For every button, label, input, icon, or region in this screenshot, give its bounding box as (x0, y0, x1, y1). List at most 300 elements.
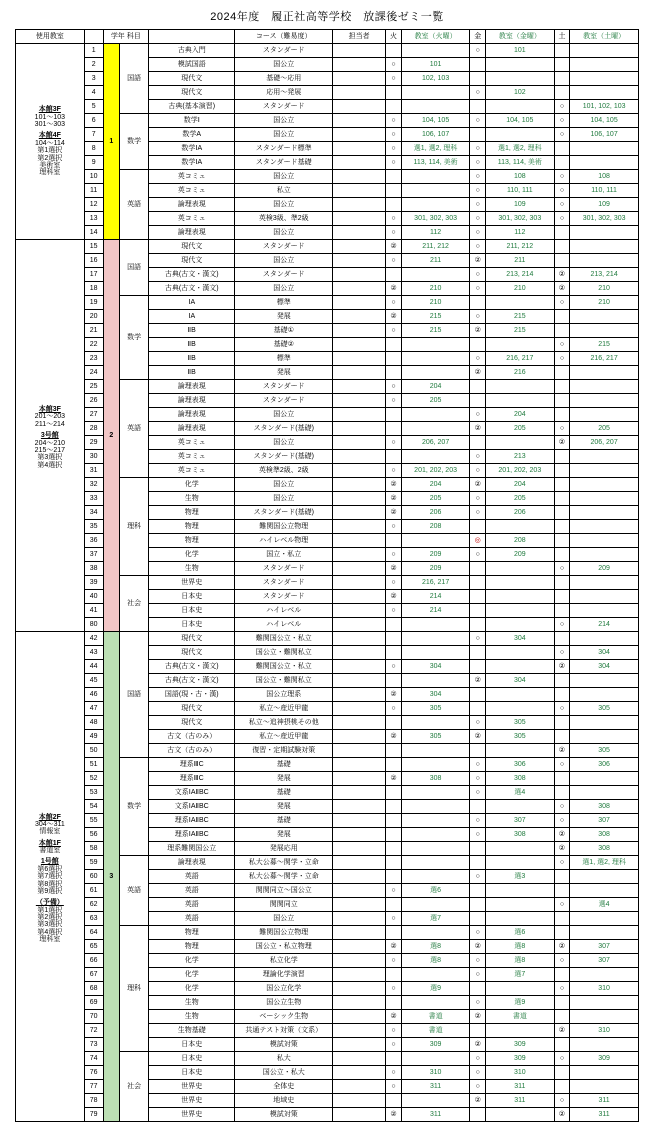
sat-mark (554, 996, 570, 1010)
course-name: 英語 (149, 912, 235, 926)
sat-mark: ② (554, 1024, 570, 1038)
sat-room (570, 450, 639, 464)
course-level: 標準 (235, 352, 333, 366)
teacher-cell (333, 422, 386, 436)
tue-room (401, 1094, 470, 1108)
fri-mark: ② (470, 254, 486, 268)
row-number: 73 (84, 1038, 103, 1052)
tue-mark (386, 856, 402, 870)
course-level: ハイレベル物理 (235, 534, 333, 548)
tue-mark (386, 968, 402, 982)
tue-room: 216, 217 (401, 576, 470, 590)
fri-mark: ○ (470, 772, 486, 786)
sat-room (570, 310, 639, 324)
sat-mark (554, 142, 570, 156)
fri-room: 304 (485, 674, 554, 688)
sat-room (570, 912, 639, 926)
sat-mark: ○ (554, 618, 570, 632)
sat-mark (554, 520, 570, 534)
sat-mark: ○ (554, 170, 570, 184)
row-number: 79 (84, 1108, 103, 1122)
fri-mark (470, 604, 486, 618)
fri-mark (470, 744, 486, 758)
row-number: 23 (84, 352, 103, 366)
sat-room (570, 996, 639, 1010)
course-level: 国公立 (235, 282, 333, 296)
fri-mark: ② (470, 674, 486, 688)
teacher-cell (333, 478, 386, 492)
tue-mark (386, 100, 402, 114)
sat-mark (554, 58, 570, 72)
row-number: 31 (84, 464, 103, 478)
course-name: 数学Ⅰ (149, 114, 235, 128)
fri-room: 215 (485, 310, 554, 324)
course-name: 英語 (149, 898, 235, 912)
tue-room (401, 268, 470, 282)
sat-mark (554, 310, 570, 324)
teacher-cell (333, 968, 386, 982)
course-name: 生物基礎 (149, 1024, 235, 1038)
name-header (149, 30, 235, 44)
course-level: 国公立・難関私立 (235, 646, 333, 660)
fri-room (485, 702, 554, 716)
course-name: ⅡB (149, 352, 235, 366)
row-number: 54 (84, 800, 103, 814)
sat-mark: ○ (554, 702, 570, 716)
tue-mark: ○ (386, 156, 402, 170)
teacher-cell (333, 814, 386, 828)
course-level: 国公立・難関私立 (235, 674, 333, 688)
tue-room: 112 (401, 226, 470, 240)
fri-mark (470, 646, 486, 660)
sat-room: 109 (570, 198, 639, 212)
tue-mark (386, 534, 402, 548)
teacher-cell (333, 828, 386, 842)
tue-room: 301, 302, 303 (401, 212, 470, 226)
row-number: 35 (84, 520, 103, 534)
teacher-cell (333, 114, 386, 128)
teacher-cell (333, 408, 386, 422)
course-name: 生物 (149, 562, 235, 576)
tue-mark: ○ (386, 324, 402, 338)
sat-mark (554, 240, 570, 254)
tue-mark: ② (386, 310, 402, 324)
sat-room (570, 72, 639, 86)
course-name: 論理表現 (149, 856, 235, 870)
teacher-cell (333, 394, 386, 408)
course-name: 化学 (149, 968, 235, 982)
fri-mark: ○ (470, 114, 486, 128)
sat-room (570, 380, 639, 394)
sat-room: 106, 107 (570, 128, 639, 142)
fri-room: 108 (485, 170, 554, 184)
page-title: 2024年度 履正社高等学校 放課後ゼミ一覧 (210, 11, 444, 23)
course-name: 文系ⅠAⅡBC (149, 786, 235, 800)
fri-room (485, 296, 554, 310)
teacher-cell (333, 758, 386, 772)
sat-room (570, 86, 639, 100)
tue-mark: ○ (386, 72, 402, 86)
sat-room: 206, 207 (570, 436, 639, 450)
teacher-cell (333, 716, 386, 730)
course-name: 理系ⅢC (149, 772, 235, 786)
course-level: 基礎 (235, 786, 333, 800)
course-level: 基礎～応用 (235, 72, 333, 86)
course-level: 基礎 (235, 814, 333, 828)
sat-room (570, 632, 639, 646)
sat-mark: ○ (554, 562, 570, 576)
row-number: 22 (84, 338, 103, 352)
fri-mark: ○ (470, 184, 486, 198)
sat-room (570, 1038, 639, 1052)
sat-room: 307 (570, 954, 639, 968)
fri-room: 310 (485, 1066, 554, 1080)
tue-mark: ○ (386, 912, 402, 926)
course-level: 国公立・私大 (235, 1066, 333, 1080)
tue-room: 選6 (401, 884, 470, 898)
teacher-cell (333, 184, 386, 198)
tue-mark (386, 814, 402, 828)
course-level: 復習・定期試験対策 (235, 744, 333, 758)
table-row (16, 632, 639, 646)
tue-room (401, 800, 470, 814)
row-number: 11 (84, 184, 103, 198)
fri-mark: ◎ (470, 534, 486, 548)
tue-mark: ○ (386, 954, 402, 968)
tue-room (401, 828, 470, 842)
course-name: 日本史 (149, 604, 235, 618)
tue-room (401, 352, 470, 366)
tue-room: 201, 202, 203 (401, 464, 470, 478)
fri-mark: ○ (470, 996, 486, 1010)
sat-room: 304 (570, 660, 639, 674)
course-name: 世界史 (149, 1108, 235, 1122)
teacher-cell (333, 1108, 386, 1122)
teacher-cell (333, 702, 386, 716)
fri-room (485, 646, 554, 660)
tue-mark (386, 870, 402, 884)
fri-mark (470, 296, 486, 310)
course-level: 発展 (235, 366, 333, 380)
fri-mark: ○ (470, 226, 486, 240)
teacher-cell (333, 996, 386, 1010)
fri-room: 選7 (485, 968, 554, 982)
sat-room: 選1, 選2, 理科 (570, 856, 639, 870)
sat-room: 308 (570, 842, 639, 856)
course-name: 理系ⅠAⅡBC (149, 814, 235, 828)
course-level: 難関国公立・私立 (235, 660, 333, 674)
grade-cell: 1 (103, 44, 120, 240)
teacher-cell (333, 912, 386, 926)
sat-mark (554, 478, 570, 492)
fri-room: 301, 302, 303 (485, 212, 554, 226)
course-level: 私大公募～関学・立命 (235, 870, 333, 884)
teacher-cell (333, 310, 386, 324)
tue-mark: ② (386, 940, 402, 954)
grade-header: 学年 科目 (103, 30, 148, 44)
fri-room: 216 (485, 366, 554, 380)
teacher-cell (333, 44, 386, 58)
teacher-cell (333, 1052, 386, 1066)
fri-mark (470, 380, 486, 394)
fri-room: 113, 114, 美術 (485, 156, 554, 170)
teacher-cell (333, 100, 386, 114)
sat-room: 215 (570, 338, 639, 352)
fri-room: 210 (485, 282, 554, 296)
sat-mark (554, 786, 570, 800)
tue-mark (386, 674, 402, 688)
teacher-cell (333, 1038, 386, 1052)
row-number: 67 (84, 968, 103, 982)
row-number: 50 (84, 744, 103, 758)
course-name: 化学 (149, 982, 235, 996)
course-name: 論理表現 (149, 408, 235, 422)
teacher-cell (333, 632, 386, 646)
sat-mark: ○ (554, 198, 570, 212)
tue-room: 311 (401, 1108, 470, 1122)
tue-room: 209 (401, 562, 470, 576)
table-header-row (16, 30, 639, 44)
sat-mark (554, 772, 570, 786)
fri-room: 104, 105 (485, 114, 554, 128)
tue-mark: ② (386, 1010, 402, 1024)
course-level: 私大公募～関学・立命 (235, 856, 333, 870)
fri-mark: ② (470, 730, 486, 744)
tue-mark: ○ (386, 1080, 402, 1094)
course-name: 英コミュ (149, 436, 235, 450)
fri-mark: ○ (470, 548, 486, 562)
sat-mark: ○ (554, 212, 570, 226)
fri-room: 110, 111 (485, 184, 554, 198)
row-number: 27 (84, 408, 103, 422)
fri-mark (470, 520, 486, 534)
fri-room: 309 (485, 1052, 554, 1066)
sat-mark (554, 730, 570, 744)
course-level: スタンダード (235, 44, 333, 58)
course-name: 化学 (149, 548, 235, 562)
course-level: 私立 (235, 184, 333, 198)
teacher-cell (333, 520, 386, 534)
tue-room: 書道 (401, 1024, 470, 1038)
sat-mark: ○ (554, 128, 570, 142)
row-number: 7 (84, 128, 103, 142)
tue-room: 210 (401, 282, 470, 296)
fri-room (485, 394, 554, 408)
course-level: 国公立 (235, 128, 333, 142)
course-level: 国公立 (235, 408, 333, 422)
teacher-cell (333, 772, 386, 786)
sat-mark (554, 380, 570, 394)
fri-room (485, 100, 554, 114)
tue-room: 選9 (401, 982, 470, 996)
tue-mark (386, 408, 402, 422)
fri-room (485, 436, 554, 450)
teacher-cell (333, 282, 386, 296)
fri-room (485, 380, 554, 394)
sat-mark: ○ (554, 352, 570, 366)
course-name: 生物 (149, 996, 235, 1010)
sat-mark (554, 156, 570, 170)
tue-mark: ○ (386, 464, 402, 478)
teacher-cell (333, 1010, 386, 1024)
sat-room: 216, 217 (570, 352, 639, 366)
course-name: 古典(基本演習) (149, 100, 235, 114)
tue-mark (386, 184, 402, 198)
fri-mark (470, 660, 486, 674)
course-level: 発展応用 (235, 842, 333, 856)
course-name: 物理 (149, 520, 235, 534)
teacher-cell (333, 492, 386, 506)
table-row (16, 44, 639, 58)
tue-mark: ○ (386, 702, 402, 716)
teacher-cell (333, 464, 386, 478)
course-level: スタンダード (235, 240, 333, 254)
course-name: 古文（古のみ） (149, 744, 235, 758)
tue-mark: ② (386, 282, 402, 296)
course-name: 古典入門 (149, 44, 235, 58)
fri-mark (470, 72, 486, 86)
course-name: 現代文 (149, 646, 235, 660)
fri-room: 216, 217 (485, 352, 554, 366)
course-level: スタンダード (235, 268, 333, 282)
tue-room (401, 170, 470, 184)
tue-room (401, 786, 470, 800)
sat-mark (554, 450, 570, 464)
fri-mark (470, 884, 486, 898)
sat-mark (554, 632, 570, 646)
tue-room (401, 968, 470, 982)
row-number: 40 (84, 590, 103, 604)
table-row (16, 240, 639, 254)
course-name: ⅠA (149, 310, 235, 324)
row-number: 19 (84, 296, 103, 310)
row-number: 2 (84, 58, 103, 72)
course-name: 化学 (149, 478, 235, 492)
teacher-cell (333, 324, 386, 338)
row-number: 3 (84, 72, 103, 86)
course-name: 英コミュ (149, 184, 235, 198)
row-number: 77 (84, 1080, 103, 1094)
row-number: 64 (84, 926, 103, 940)
sat-mark (554, 86, 570, 100)
tue-room (401, 450, 470, 464)
fri-mark (470, 912, 486, 926)
teacher-cell (333, 450, 386, 464)
tue-room (401, 86, 470, 100)
fri-mark (470, 856, 486, 870)
teacher-cell (333, 744, 386, 758)
sat-room (570, 324, 639, 338)
tue-room: 304 (401, 688, 470, 702)
sat-room: 311 (570, 1094, 639, 1108)
tue-room (401, 618, 470, 632)
course-level: 難関国公立物理 (235, 520, 333, 534)
sat-room: 306 (570, 758, 639, 772)
sat-mark (554, 1080, 570, 1094)
sat-room (570, 968, 639, 982)
teacher-cell (333, 590, 386, 604)
tue-room: 308 (401, 772, 470, 786)
course-name: 英コミュ (149, 212, 235, 226)
course-level: 模試対策 (235, 1038, 333, 1052)
course-name: 化学 (149, 954, 235, 968)
tue-room: 209 (401, 548, 470, 562)
sat-room (570, 44, 639, 58)
tue-room (401, 744, 470, 758)
tue-mark (386, 842, 402, 856)
sat-mark: ○ (554, 100, 570, 114)
subject-cell: 国語 (120, 632, 149, 758)
fri-room: 211 (485, 254, 554, 268)
course-level: 国公立 (235, 912, 333, 926)
row-number: 52 (84, 772, 103, 786)
course-level: 私立～産近甲龍 (235, 702, 333, 716)
fri-room-header: 教室（金曜） (485, 30, 554, 44)
tue-room: 106, 107 (401, 128, 470, 142)
fri-room: 206 (485, 506, 554, 520)
row-number: 26 (84, 394, 103, 408)
row-number: 10 (84, 170, 103, 184)
fri-room: 112 (485, 226, 554, 240)
tue-room (401, 814, 470, 828)
fri-mark: ○ (470, 170, 486, 184)
fri-room: 101 (485, 44, 554, 58)
tue-mark: ② (386, 730, 402, 744)
sat-mark: ○ (554, 856, 570, 870)
sat-room (570, 1080, 639, 1094)
sat-mark (554, 464, 570, 478)
sat-mark: ② (554, 1108, 570, 1122)
row-number: 63 (84, 912, 103, 926)
course-name: 論理表現 (149, 422, 235, 436)
teacher-cell (333, 800, 386, 814)
teacher-cell (333, 604, 386, 618)
course-level: 全体史 (235, 1080, 333, 1094)
subject-cell: 理科 (120, 478, 149, 576)
course-level: 応用～発展 (235, 86, 333, 100)
teacher-cell (333, 170, 386, 184)
teacher-cell (333, 226, 386, 240)
row-number: 72 (84, 1024, 103, 1038)
fri-room (485, 128, 554, 142)
tue-mark: ○ (386, 1024, 402, 1038)
fri-mark (470, 58, 486, 72)
course-level: 理論化学演習 (235, 968, 333, 982)
course-level: スタンダード (235, 590, 333, 604)
sat-room (570, 674, 639, 688)
tue-mark (386, 996, 402, 1010)
sat-room-header: 教室（土曜） (570, 30, 639, 44)
course-level: 国公立生物 (235, 996, 333, 1010)
teacher-cell (333, 156, 386, 170)
tue-mark: ○ (386, 212, 402, 226)
row-number: 43 (84, 646, 103, 660)
course-level: 発展 (235, 800, 333, 814)
course-name: 理系難関国公立 (149, 842, 235, 856)
fri-mark: ○ (470, 632, 486, 646)
sat-mark: ○ (554, 646, 570, 660)
course-name: 英語 (149, 884, 235, 898)
course-level: 私立化学 (235, 954, 333, 968)
sat-mark: ○ (554, 296, 570, 310)
tue-room: 205 (401, 492, 470, 506)
fri-mark: ○ (470, 464, 486, 478)
fri-room: 304 (485, 632, 554, 646)
fri-room: 102 (485, 86, 554, 100)
fri-mark: ○ (470, 492, 486, 506)
fri-mark (470, 842, 486, 856)
sat-mark: ○ (554, 1094, 570, 1108)
